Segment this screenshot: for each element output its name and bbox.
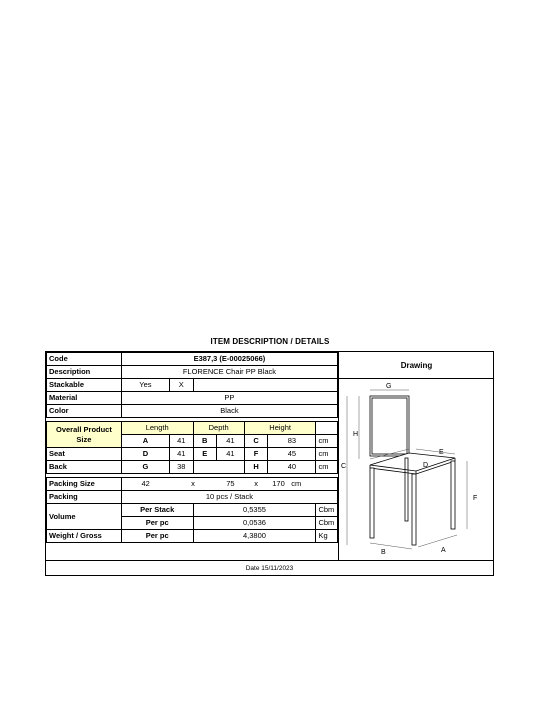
description-value: FLORENCE Chair PP Black (121, 366, 337, 379)
item-details-sheet (45, 351, 494, 576)
overall-c-key: C (244, 435, 268, 448)
packing-size-v1: 42 (121, 478, 169, 491)
label-a: A (441, 547, 446, 554)
back-label: Back (47, 461, 122, 474)
color-value: Black (121, 405, 337, 418)
label-e: E (439, 449, 444, 456)
length-header: Length (121, 422, 193, 435)
weight-row (47, 530, 338, 543)
chair-outline (370, 396, 455, 545)
packing-size-x2: x (244, 478, 268, 491)
drawing-header: Drawing (338, 352, 494, 379)
document-title: ITEM DESCRIPTION / DETAILS (210, 337, 330, 346)
volume-stack-value: 0,5355 (193, 504, 316, 517)
stackable-yes: Yes (121, 379, 169, 392)
packing-value: 10 pcs / Stack (121, 491, 337, 504)
depth-header: Depth (193, 422, 244, 435)
overall-a-value: 41 (169, 435, 193, 448)
code-value: E387,3 (E-00025066) (121, 353, 337, 366)
stackable-empty (193, 379, 338, 392)
overall-header-row (47, 422, 338, 435)
overall-a-key: A (121, 435, 169, 448)
overall-header-blank (316, 422, 338, 435)
code-row (47, 353, 338, 366)
label-d: D (423, 462, 429, 469)
label-c: C (341, 463, 347, 470)
packing-size-v3: 170 (268, 478, 289, 491)
packing-size-blank (316, 478, 338, 491)
chair-drawing-svg (339, 379, 495, 561)
volume-stack-unit: Cbm (316, 504, 338, 517)
label-g: G (386, 383, 392, 390)
stackable-label: Stackable (47, 379, 122, 392)
seat-d-value: 41 (169, 448, 193, 461)
volume-pc-value: 0,0536 (193, 517, 316, 530)
back-row (47, 461, 338, 474)
seat-unit: cm (316, 448, 338, 461)
back-empty (193, 461, 244, 474)
back-g-value: 38 (169, 461, 193, 474)
back-g-key: G (121, 461, 169, 474)
label-h: H (353, 431, 359, 438)
chair-drawing (338, 379, 494, 561)
volume-label: Volume (47, 504, 122, 530)
spec-table (46, 352, 338, 543)
packing-row (47, 491, 338, 504)
overall-size-label: Overall Product Size (47, 422, 122, 448)
back-h-key: H (244, 461, 268, 474)
stackable-mark: X (169, 379, 193, 392)
seat-d-key: D (121, 448, 169, 461)
material-value: PP (121, 392, 337, 405)
material-row (47, 392, 338, 405)
volume-stack-label: Per Stack (121, 504, 193, 517)
seat-e-value: 41 (217, 448, 245, 461)
weight-label: Weight / Gross (47, 530, 122, 543)
overall-c-value: 83 (268, 435, 316, 448)
overall-b-key: B (193, 435, 217, 448)
seat-f-key: F (244, 448, 268, 461)
back-unit: cm (316, 461, 338, 474)
seat-f-value: 45 (268, 448, 316, 461)
back-h-value: 40 (268, 461, 316, 474)
volume-pc-unit: Cbm (316, 517, 338, 530)
packing-size-x1: x (169, 478, 216, 491)
overall-b-value: 41 (217, 435, 245, 448)
chair-leg-front-left (370, 468, 374, 538)
label-b: B (381, 549, 386, 556)
chair-leg-back-right (451, 461, 455, 529)
date-footer: Date 15/11/2023 (46, 560, 493, 577)
packing-label: Packing (47, 491, 122, 504)
color-label: Color (47, 405, 122, 418)
weight-unit: Kg (316, 530, 338, 543)
overall-unit: cm (316, 435, 338, 448)
packing-size-label: Packing Size (47, 478, 122, 491)
packing-size-unit: cm (289, 478, 316, 491)
chair-backrest (370, 396, 409, 456)
seat-e-key: E (193, 448, 217, 461)
volume-stack-row (47, 504, 338, 517)
label-f: F (473, 495, 478, 502)
color-row (47, 405, 338, 418)
stackable-row (47, 379, 338, 392)
chair-leg-front-right (412, 474, 416, 545)
packing-size-v2: 75 (217, 478, 245, 491)
height-header: Height (244, 422, 316, 435)
description-row (47, 366, 338, 379)
material-label: Material (47, 392, 122, 405)
weight-pc-label: Per pc (121, 530, 193, 543)
seat-row (47, 448, 338, 461)
volume-pc-label: Per pc (121, 517, 193, 530)
code-label: Code (47, 353, 122, 366)
seat-label: Seat (47, 448, 122, 461)
description-label: Description (47, 366, 122, 379)
weight-value: 4,3800 (193, 530, 316, 543)
packing-size-row (47, 478, 338, 491)
